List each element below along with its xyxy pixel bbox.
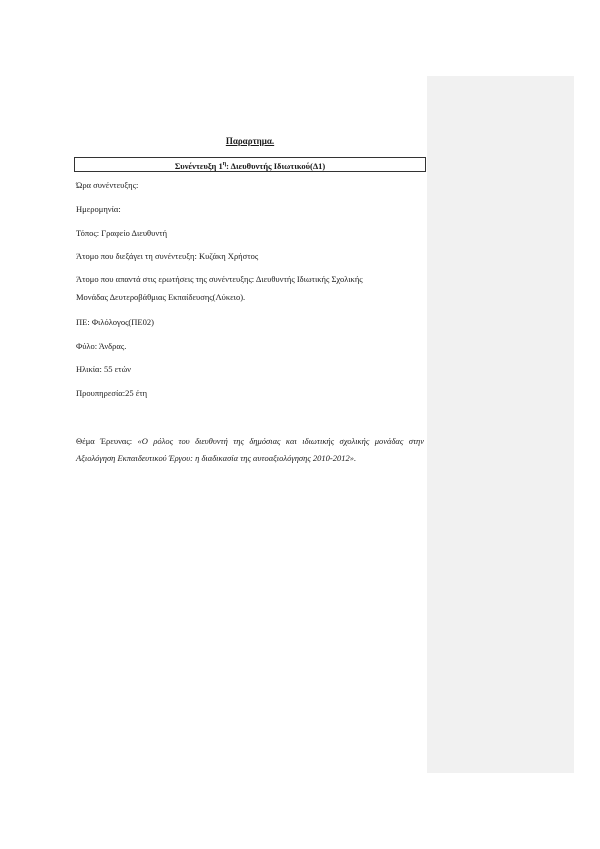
interview-time: Ώρα συνέντευξης: bbox=[76, 180, 139, 190]
interview-header-suffix: : Διευθυντής Ιδιωτικού(Δ1) bbox=[226, 160, 326, 171]
respondent-line-2: Μονάδας Δευτεροβάθμιας Εκπαίδευσης(Λύκειο). bbox=[76, 292, 246, 302]
research-topic bbox=[76, 433, 424, 467]
interview-place: Τόπος: Γραφείο Διευθυντή bbox=[76, 228, 168, 238]
comment-pane bbox=[427, 76, 574, 773]
interview-header-superscript: η bbox=[222, 161, 227, 167]
interview-header-prefix: Συνέντευξη 1 bbox=[174, 160, 223, 171]
interviewer: Άτομο που διεξάγει τη συνέντευξη: Κυζάκη Χρήστος bbox=[76, 251, 259, 261]
interview-header-box bbox=[74, 157, 426, 172]
respondent-sex: Φύλο: Άνδρας. bbox=[76, 341, 127, 351]
respondent-line-1: Άτομο που απαντά στις ερωτήσεις της συνέντευξης: Διευθυντής Ιδιωτικής Σχολικής bbox=[76, 274, 363, 284]
respondent-age: Ηλικία: 55 ετών bbox=[76, 364, 132, 374]
interview-date: Ημερομηνία: bbox=[76, 204, 121, 214]
appendix-title: Παραρτημα. bbox=[225, 136, 275, 146]
respondent-specialty: ΠΕ: Φιλόλογος(ΠΕ02) bbox=[76, 317, 154, 327]
research-topic-label: Θέμα Έρευνας: bbox=[76, 436, 138, 446]
respondent-service: Προυπηρεσία:25 έτη bbox=[76, 388, 148, 398]
research-topic-text: «Ο ρόλος του διευθυντή της δημόσιας και ιδιωτικής σχολικής μονάδας στην Αξιολόγηση Εκπαιδευτικού Έργου: η διαδικασία της αυτοαξιολόγησης 2010-2012». bbox=[76, 436, 424, 463]
